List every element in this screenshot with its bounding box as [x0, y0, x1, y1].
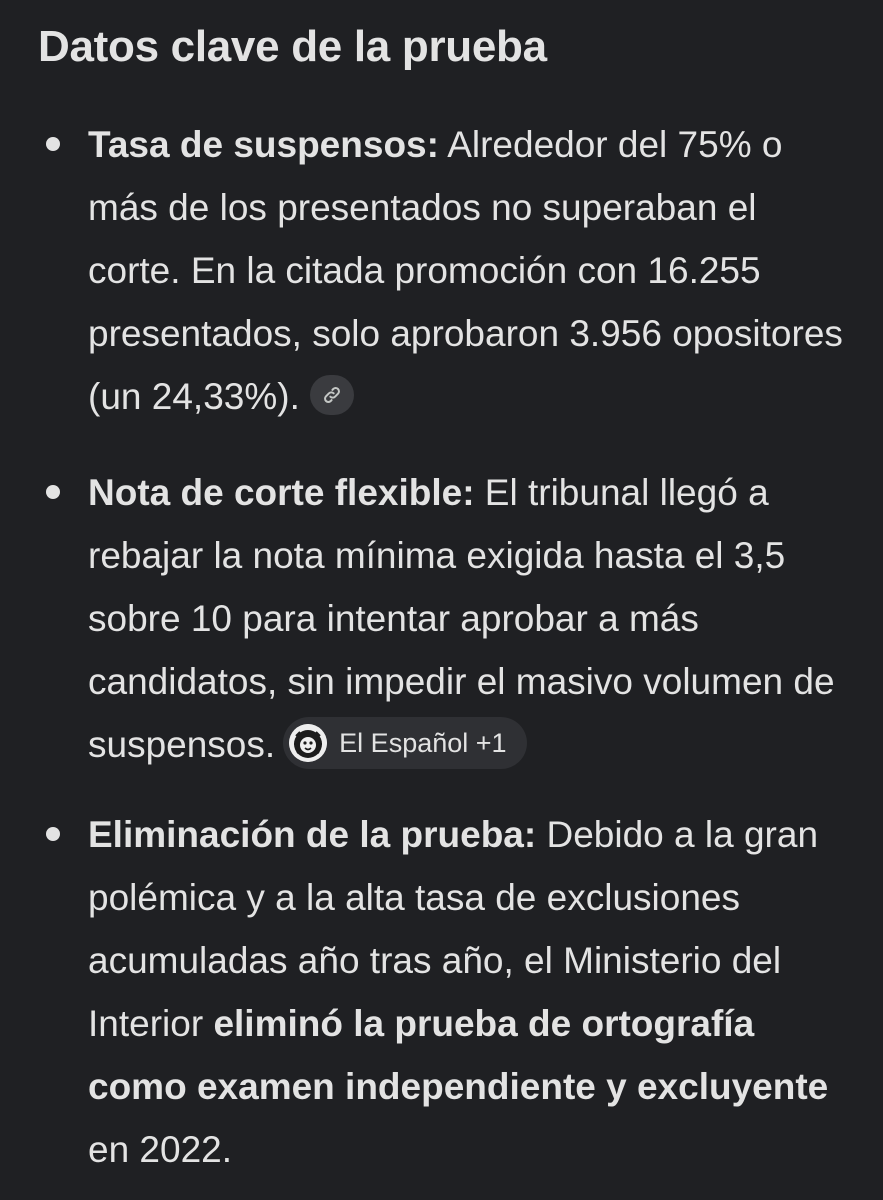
bullet-icon — [46, 137, 60, 151]
bullet-icon — [46, 827, 60, 841]
list-item — [88, 803, 858, 1181]
item-heading: Nota de corte flexible: — [88, 472, 475, 513]
list-item — [88, 113, 858, 428]
source-chip[interactable] — [283, 717, 526, 769]
item-bold-text: eliminó la prueba de ortografía como examen independiente y excluyente — [88, 1003, 829, 1107]
item-text: El tribunal llegó a rebajar la nota mínima exigida hasta el 3,5 sobre 10 para intentar aprobar a más candidatos, sin impedir el masivo volumen de suspensos. — [88, 472, 835, 765]
item-text: Debido a la gran polémica y a la alta tasa de exclusiones acumuladas año tras año, el Ministerio del Interior — [88, 814, 819, 1044]
item-heading: Eliminación de la prueba: — [88, 814, 537, 855]
bullet-icon — [46, 485, 60, 499]
list-item — [88, 461, 858, 776]
link-icon[interactable] — [310, 375, 354, 415]
item-heading: Tasa de suspensos: — [88, 124, 439, 165]
source-label: El Español +1 — [339, 728, 507, 759]
section-title: Datos clave de la prueba — [38, 22, 547, 71]
item-text-end: en 2022. — [88, 1129, 233, 1170]
item-text: Alrededor del 75% o más de los presentados no superaban el corte. En la citada promoción con 16.255 presentados, solo aprobaron 3.956 opositores (un 24,33%). — [88, 124, 843, 417]
lion-logo-icon — [289, 724, 327, 762]
